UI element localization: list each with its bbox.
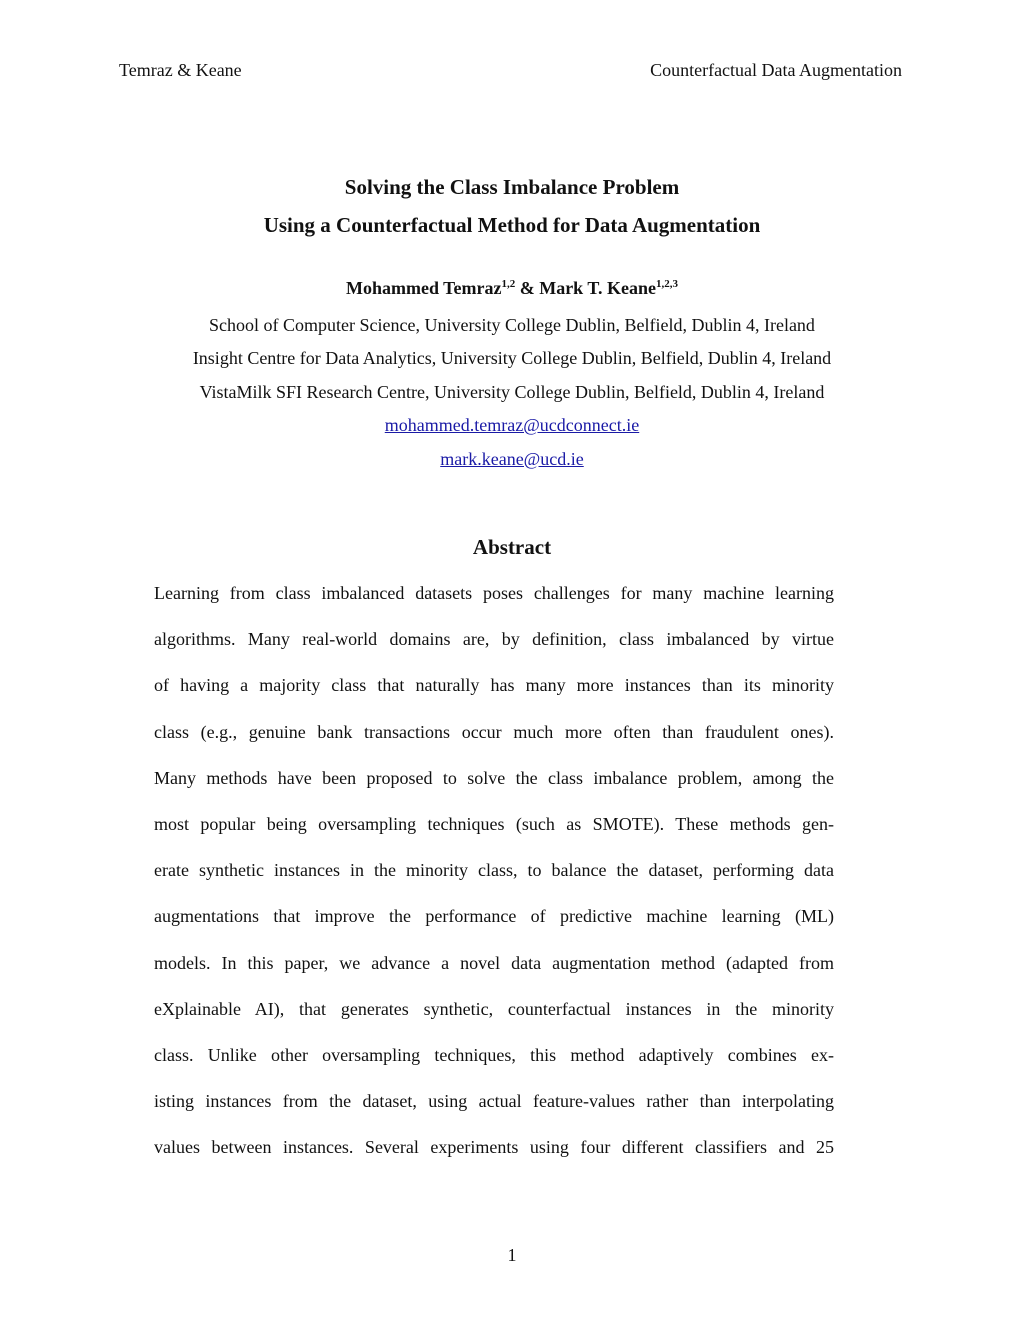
affiliation-school: School of Computer Science, University College Dublin, Belfield, Dublin 4, Ireland [209, 315, 815, 335]
affiliation-block [0, 309, 1024, 476]
email-link-keane[interactable]: mark.keane@ucd.ie [440, 448, 584, 469]
running-header-authors: Temraz & Keane [119, 60, 242, 80]
page-number: 1 [507, 1245, 517, 1265]
abstract-line: algorithms. Many real-world domains are, by definition, class imbalanced by virtue [154, 629, 834, 650]
abstract-heading: Abstract [472, 535, 552, 559]
abstract-line: Learning from class imbalanced datasets poses challenges for many machine learning [154, 583, 834, 603]
author-list [0, 278, 1024, 299]
author-1-affiliation-marks: 1,2 [501, 278, 516, 290]
author-2-affiliation-marks: 1,2,3 [656, 278, 679, 290]
author-separator: & [515, 278, 540, 298]
abstract-line: of having a majority class that naturally has many more instances than its minority [154, 675, 834, 696]
abstract-line: erate synthetic instances in the minority class, to balance the dataset, performing data [154, 860, 834, 881]
title-line-1: Solving the Class Imbalance Problem [344, 175, 680, 199]
affiliation-insight: Insight Centre for Data Analytics, University College Dublin, Belfield, Dublin 4, Ireland [192, 348, 832, 369]
running-header-title: Counterfactual Data Augmentation [650, 60, 902, 80]
affiliation-vistamilk: VistaMilk SFI Research Centre, University College Dublin, Belfield, Dublin 4, Ireland [199, 381, 825, 402]
abstract-line: eXplainable AI), that generates synthetic, counterfactual instances in the minority [154, 998, 834, 1019]
abstract-line: isting instances from the dataset, using actual feature-values rather than interpolating [154, 1091, 834, 1112]
author-1: Mohammed Temraz [345, 278, 502, 298]
email-link-temraz[interactable]: mohammed.temraz@ucdconnect.ie [384, 415, 640, 436]
abstract-body [154, 580, 834, 1180]
abstract-line: most popular being oversampling techniques (such as SMOTE). These methods gen- [154, 813, 834, 834]
paper-title [0, 168, 1024, 244]
abstract-line: class (e.g., genuine bank transactions occur much more often than fraudulent ones). [154, 721, 834, 742]
abstract-line: Many methods have been proposed to solve the class imbalance problem, among the [154, 767, 834, 788]
abstract-line: class. Unlike other oversampling techniques, this method adaptively combines ex- [154, 1044, 834, 1065]
author-2: Mark T. Keane [539, 278, 657, 298]
abstract-line: values between instances. Several experiments using four different classifiers and 25 [154, 1137, 834, 1158]
running-header [119, 60, 902, 81]
abstract-line: augmentations that improve the performance of predictive machine learning (ML) [154, 906, 834, 927]
abstract-line: models. In this paper, we advance a novel data augmentation method (adapted from [154, 952, 834, 973]
title-line-2: Using a Counterfactual Method for Data Augmentation [263, 213, 761, 237]
